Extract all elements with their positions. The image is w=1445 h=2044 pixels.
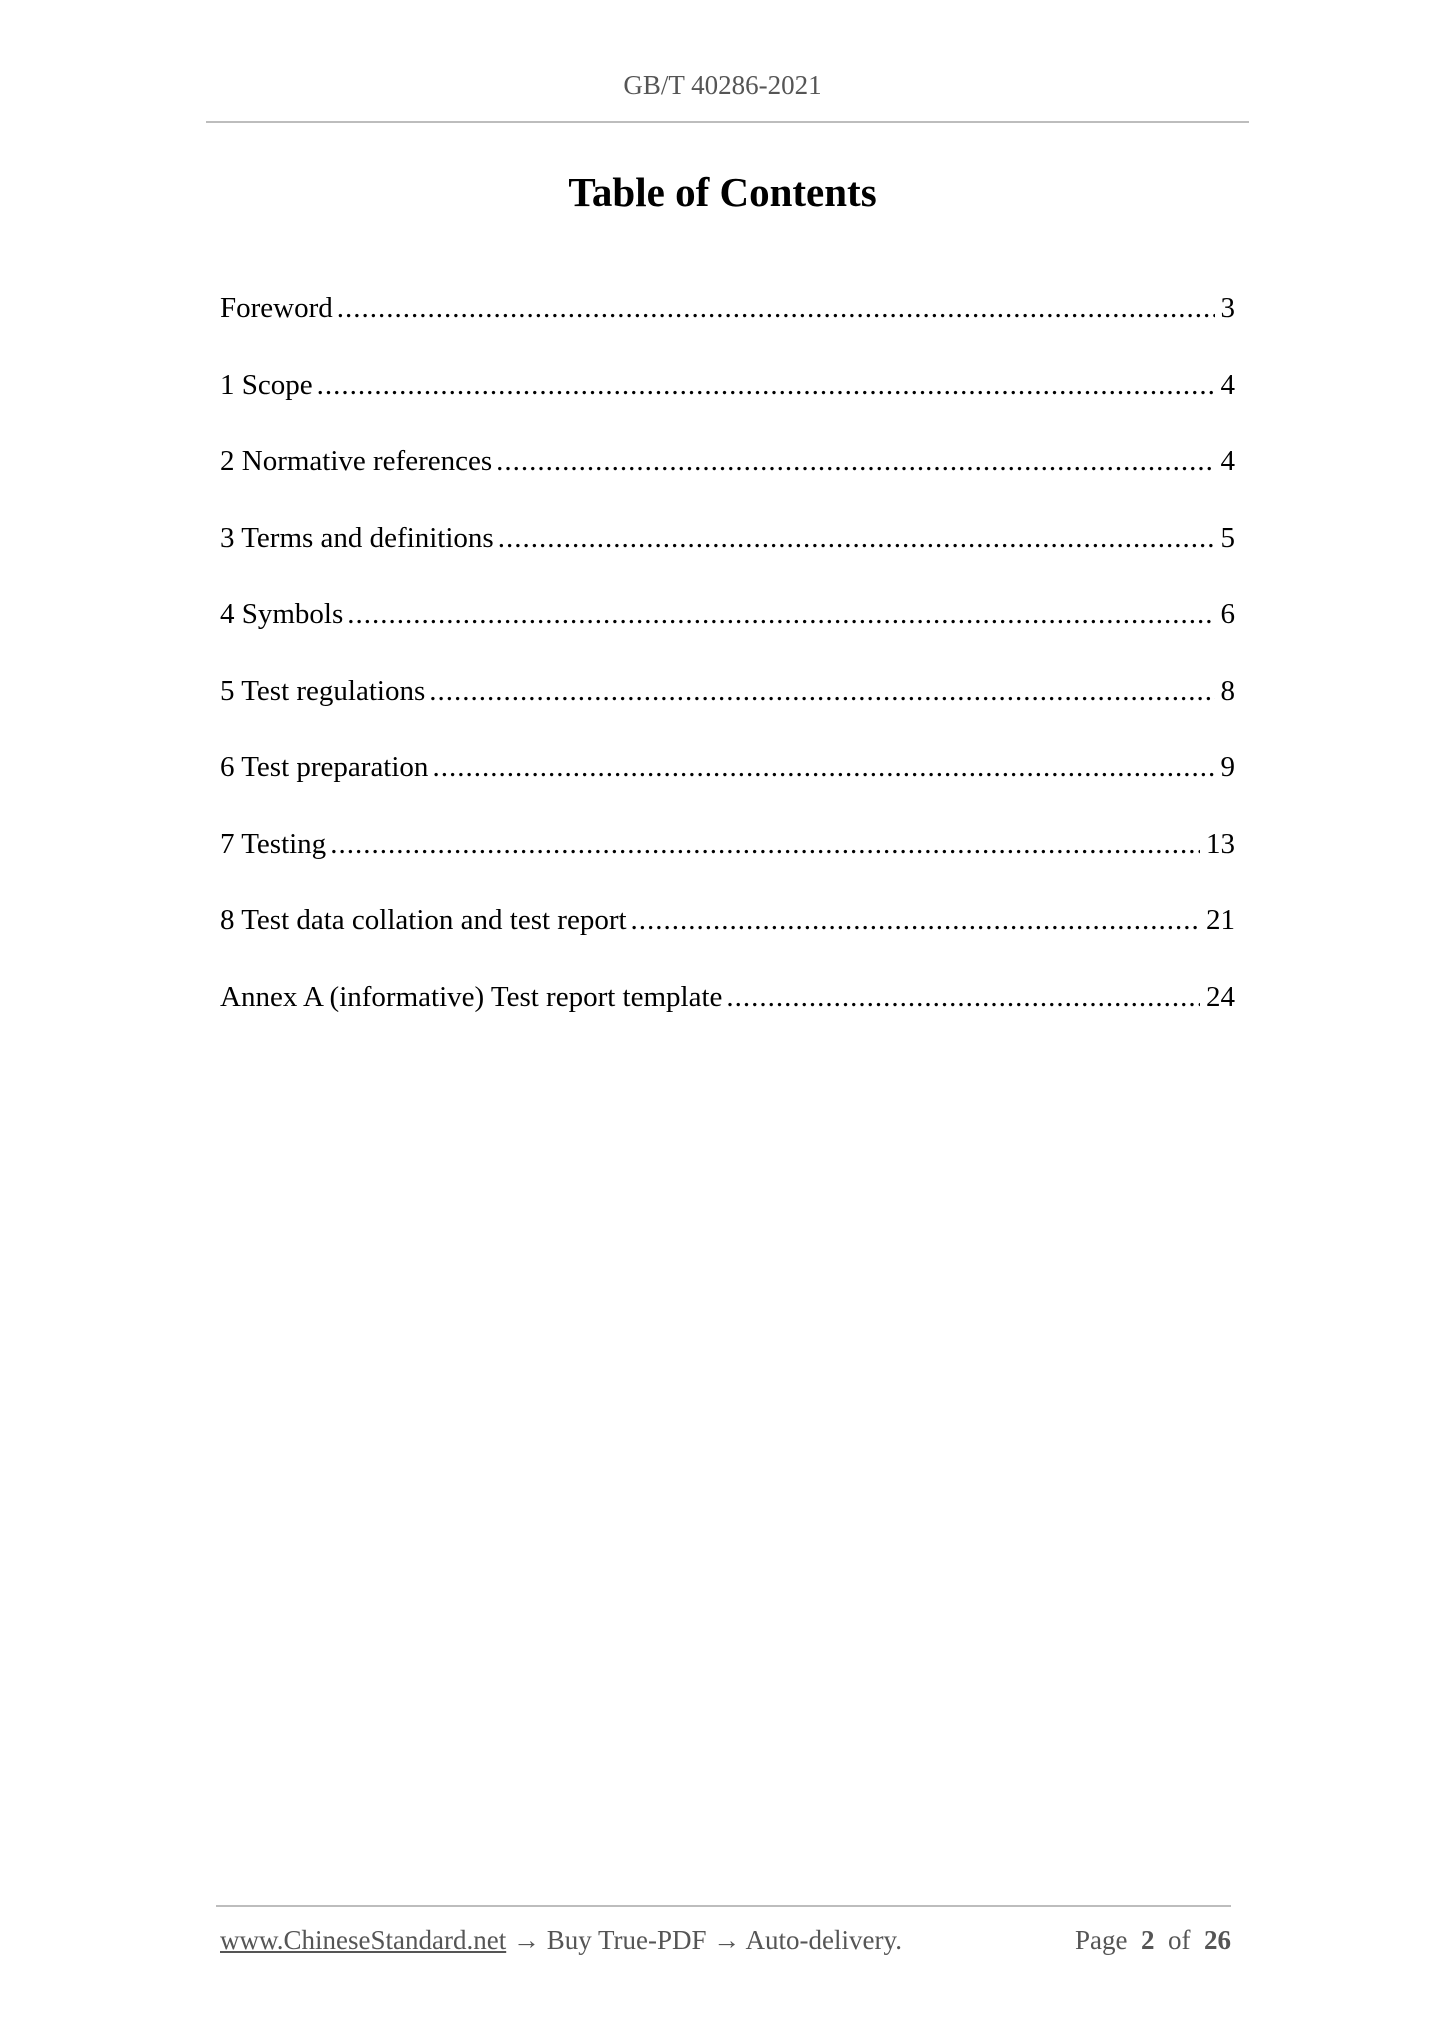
page-label: Page (1075, 1925, 1128, 1955)
toc-entry-label: 1 Scope (220, 368, 313, 401)
toc-entry-test-preparation[interactable] (220, 747, 1235, 824)
toc-entry-label: 4 Symbols (220, 598, 344, 630)
footer-promo (220, 1925, 902, 1956)
header-divider (206, 121, 1249, 123)
current-page-number: 2 (1141, 1925, 1155, 1955)
total-page-count: 26 (1204, 1925, 1231, 1955)
toc-entry-scope[interactable] (220, 365, 1235, 442)
toc-dot-leader (429, 671, 1214, 711)
toc-entry-page: 4 (1220, 445, 1235, 477)
footer-divider (216, 1905, 1231, 1907)
toc-entry-page: 9 (1220, 751, 1235, 783)
toc-entry-terms-and-definitions[interactable] (220, 518, 1235, 595)
toc-dot-leader (726, 977, 1200, 1017)
toc-entry-page: 5 (1220, 521, 1235, 554)
toc-dot-leader (498, 518, 1215, 558)
toc-entry-page: 21 (1206, 904, 1235, 936)
toc-entry-label: 7 Testing (220, 827, 327, 860)
toc-entry-page: 3 (1220, 292, 1235, 324)
toc-entry-label: Annex A (informative) Test report template (220, 980, 723, 1013)
arrow-right-icon: → (713, 1925, 741, 1955)
toc-dot-leader (317, 365, 1215, 405)
toc-dot-leader (432, 747, 1214, 787)
page-number (1075, 1925, 1231, 1956)
toc-dot-leader (330, 824, 1200, 864)
auto-delivery-text: Auto-delivery. (745, 1925, 902, 1955)
toc-entry-label: 3 Terms and definitions (220, 521, 494, 554)
toc-entry-page: 4 (1220, 368, 1235, 401)
toc-entry-label: 6 Test preparation (220, 751, 429, 783)
toc-entry-page: 6 (1220, 598, 1235, 630)
website-link[interactable]: www.ChineseStandard.net (220, 1925, 507, 1955)
toc-entry-testing[interactable] (220, 824, 1235, 901)
toc-entry-label: 5 Test regulations (220, 674, 426, 707)
toc-entry-page: 13 (1206, 827, 1235, 860)
buy-true-pdf-text: Buy True-PDF (546, 1925, 707, 1955)
toc-dot-leader (496, 441, 1214, 481)
toc-entry-symbols[interactable] (220, 594, 1235, 671)
arrow-right-icon: → (512, 1925, 540, 1955)
page-title: Table of Contents (568, 169, 877, 215)
toc-entry-annex-a[interactable] (220, 977, 1235, 1054)
toc-entry-test-regulations[interactable] (220, 671, 1235, 748)
toc-entry-page: 8 (1220, 674, 1235, 707)
document-code-header: GB/T 40286-2021 (623, 70, 822, 100)
table-of-contents (220, 288, 1235, 1053)
toc-entry-label: Foreword (220, 292, 333, 324)
toc-entry-label: 8 Test data collation and test report (220, 904, 627, 936)
page-of-label: of (1168, 1925, 1191, 1955)
toc-entry-normative-references[interactable] (220, 441, 1235, 518)
toc-dot-leader (337, 288, 1215, 328)
toc-entry-foreword[interactable] (220, 288, 1235, 365)
toc-entry-page: 24 (1206, 980, 1235, 1013)
toc-dot-leader (631, 900, 1200, 940)
toc-entry-test-data-collation[interactable] (220, 900, 1235, 977)
toc-dot-leader (347, 594, 1214, 634)
toc-entry-label: 2 Normative references (220, 445, 493, 477)
